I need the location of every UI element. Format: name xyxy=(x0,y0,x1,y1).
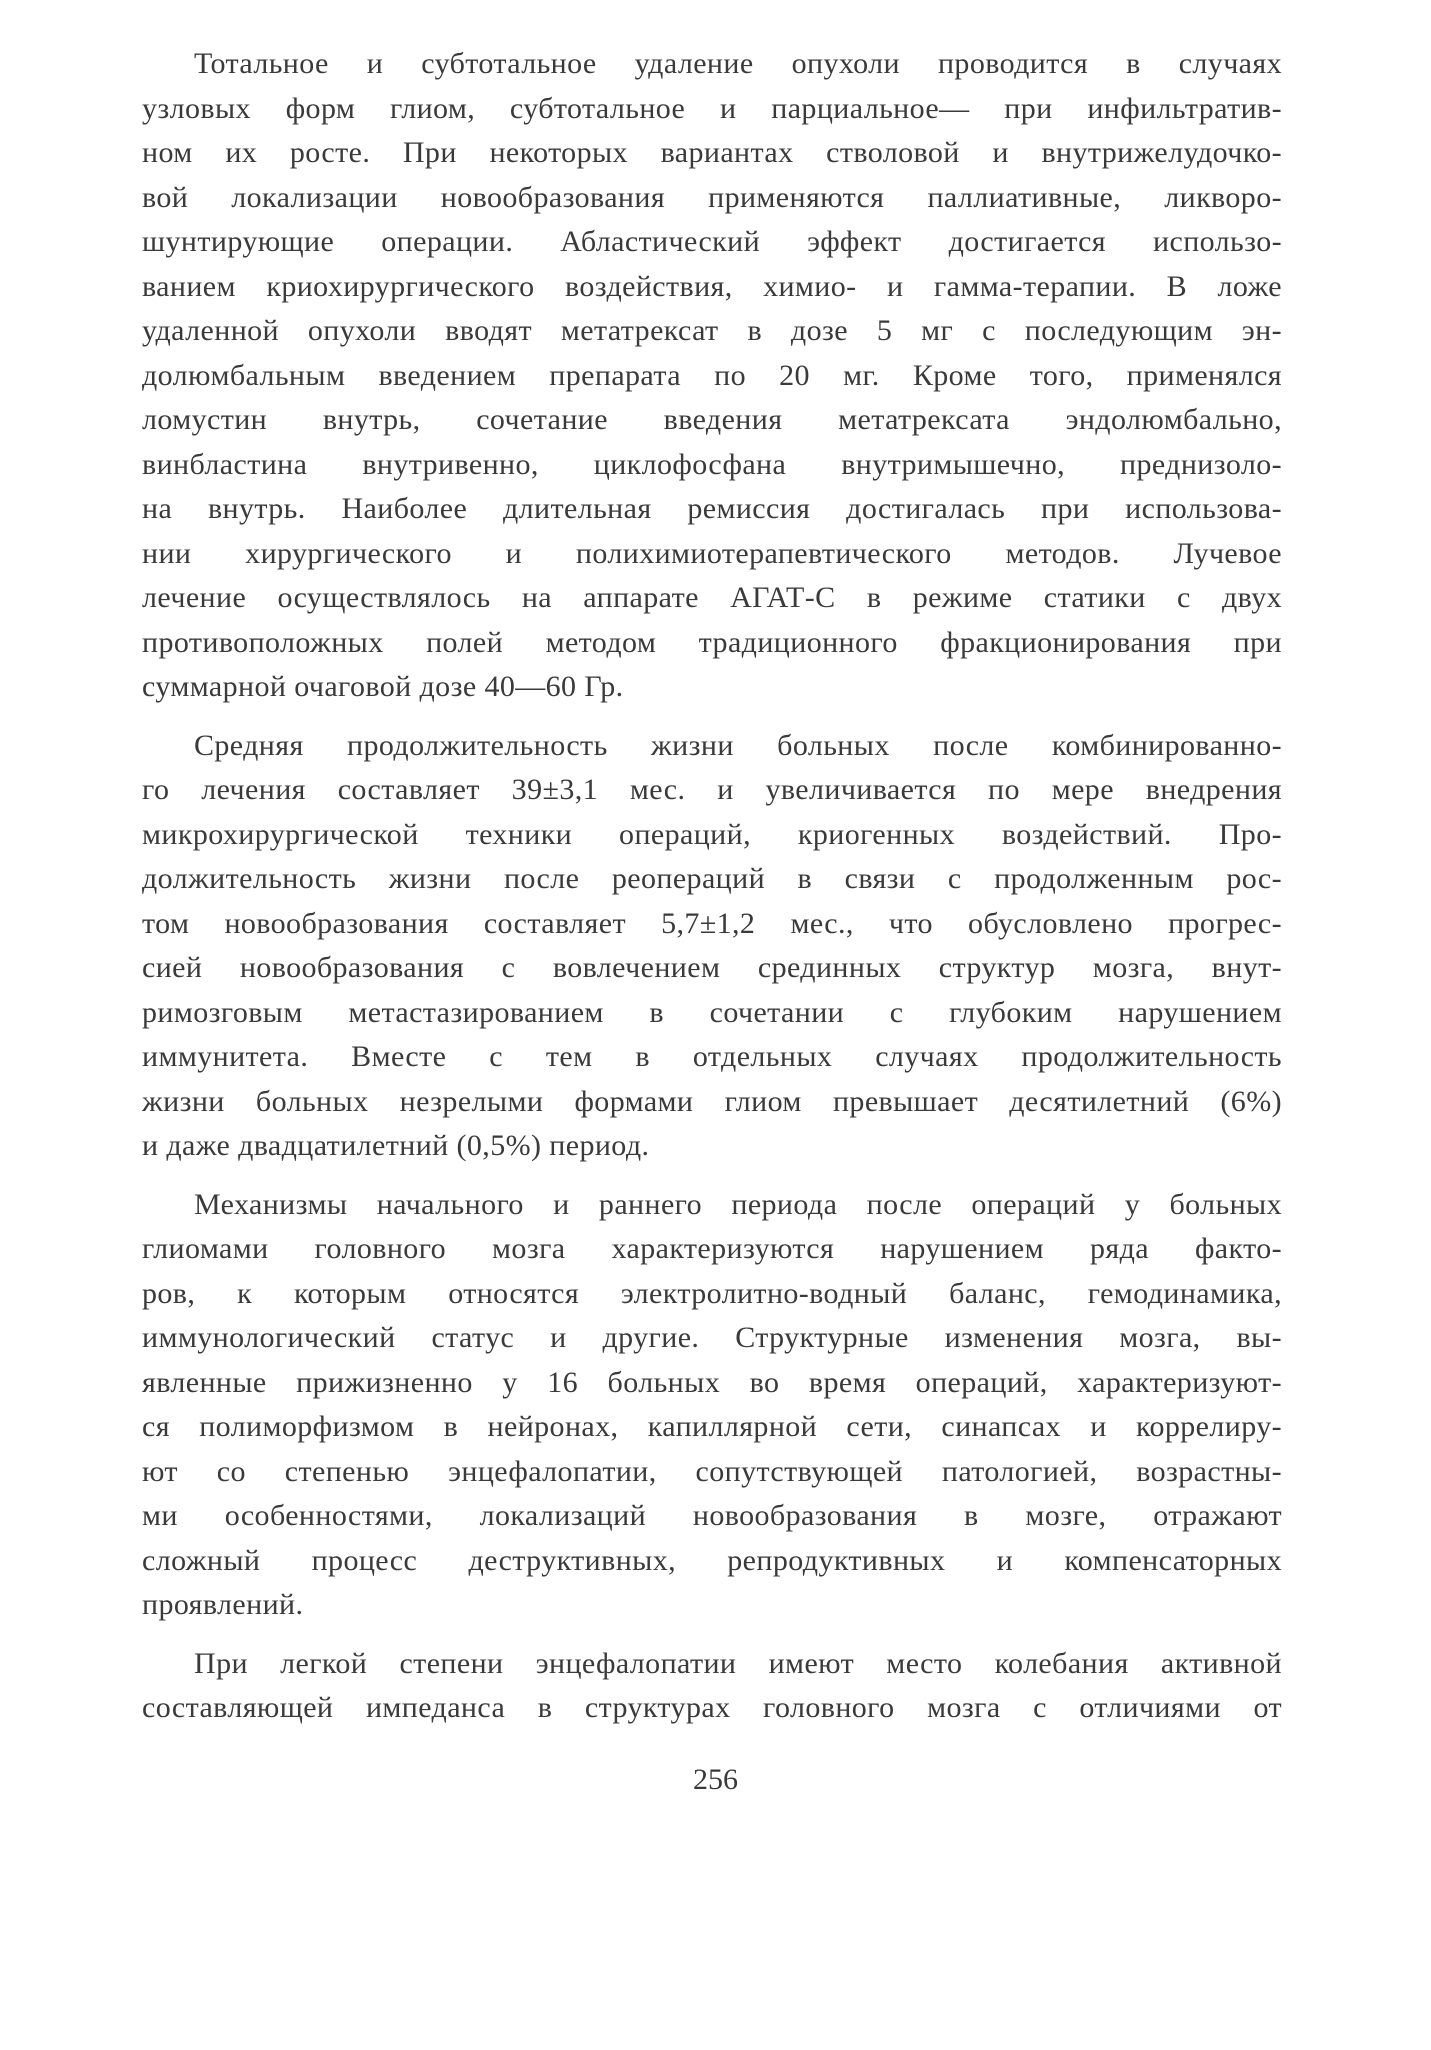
text-line: ломустин внутрь, сочетание введения метатрексата эндолюмбально, xyxy=(142,403,1282,436)
text-line: на внутрь. Наиболее длительная ремиссия достигалась при использова- xyxy=(142,492,1282,525)
text-line: шунтирующие операции. Абластический эффект достигается использо- xyxy=(142,225,1282,258)
page-number: 256 xyxy=(693,1763,738,1796)
text-line: проявлений. xyxy=(142,1588,304,1621)
text-line: нии хирургического и полихимиотерапевтического методов. Лучевое xyxy=(142,536,1282,570)
text-line: долюмбальным введением препарата по 20 мг. Кроме того, применялся xyxy=(142,358,1282,392)
text-line: узловых форм глиом, субтотальное и парциальное— при инфильтратив- xyxy=(142,91,1282,125)
text-line: и даже двадцатилетний (0,5%) период. xyxy=(142,1129,650,1162)
text-line: ров, к которым относятся электролитно-водный баланс, гемодинамика, xyxy=(142,1276,1282,1310)
text-line: удаленной опухоли вводят метатрексат в дозе 5 мг с последующим эн- xyxy=(142,314,1282,347)
text-line: Тотальное и субтотальное удаление опухоли проводится в случаях xyxy=(194,47,1282,80)
text-line: При легкой степени энцефалопатии имеют место колебания активной xyxy=(194,1646,1282,1680)
text-line: ми особенностями, локализаций новообразования в мозге, отражают xyxy=(142,1499,1282,1532)
text-line: ют со степенью энцефалопатии, сопутствующей патологией, возрастны- xyxy=(142,1454,1282,1488)
text-line: ванием криохирургического воздействия, химио- и гамма-терапии. В ложе xyxy=(142,269,1282,303)
text-line: лечение осуществлялось на аппарате АГАТ-С в режиме статики с двух xyxy=(142,581,1282,614)
text-line: го лечения составляет 39±3,1 мес. и увеличивается по мере внедрения xyxy=(142,773,1282,806)
text-line: составляющей импеданса в структурах головного мозга с отличиями от xyxy=(142,1691,1282,1724)
paragraph xyxy=(142,724,1282,1169)
text-line: должительность жизни после реопераций в связи с продолженным рос- xyxy=(142,862,1282,895)
body-text xyxy=(142,42,1282,1745)
text-line: Средняя продолжительность жизни больных после комбинированно- xyxy=(194,728,1282,762)
text-line: микрохирургической техники операций, криогенных воздействий. Про- xyxy=(142,817,1282,851)
text-line: Механизмы начального и раннего периода после операций у больных xyxy=(194,1187,1282,1221)
text-line: жизни больных незрелыми формами глиом превышает десятилетний (6%) xyxy=(142,1084,1282,1118)
text-line: том новообразования составляет 5,7±1,2 мес., что обусловлено прогрес- xyxy=(142,906,1282,940)
text-line: сложный процесс деструктивных, репродуктивных и компенсаторных xyxy=(142,1543,1282,1577)
text-line: суммарной очаговой дозе 40—60 Гр. xyxy=(142,670,624,703)
text-line: сией новообразования с вовлечением срединных структур мозга, внут- xyxy=(142,951,1282,984)
text-line: ся полиморфизмом в нейронах, капиллярной сети, синапсах и коррелиру- xyxy=(142,1410,1282,1443)
paragraph xyxy=(142,42,1282,710)
text-line: глиомами головного мозга характеризуются нарушением ряда факто- xyxy=(142,1232,1282,1265)
text-line: иммунологический статус и другие. Структурные изменения мозга, вы- xyxy=(142,1321,1282,1354)
text-line: противоположных полей методом традиционного фракционирования при xyxy=(142,625,1282,659)
text-line: вой локализации новообразования применяются паллиативные, ликворо- xyxy=(142,180,1282,214)
text-line: римозговым метастазированием в сочетании с глубоким нарушением xyxy=(142,995,1282,1029)
text-line: винбластина внутривенно, циклофосфана внутримышечно, преднизоло- xyxy=(142,447,1282,481)
text-line: иммунитета. Вместе с тем в отдельных случаях продолжительность xyxy=(142,1040,1282,1073)
paragraph xyxy=(142,1183,1282,1628)
text-line: явленные прижизненно у 16 больных во время операций, характеризуют- xyxy=(142,1365,1282,1399)
text-line: ном их росте. При некоторых вариантах стволовой и внутрижелудочко- xyxy=(142,136,1282,169)
paragraph xyxy=(142,1642,1282,1731)
